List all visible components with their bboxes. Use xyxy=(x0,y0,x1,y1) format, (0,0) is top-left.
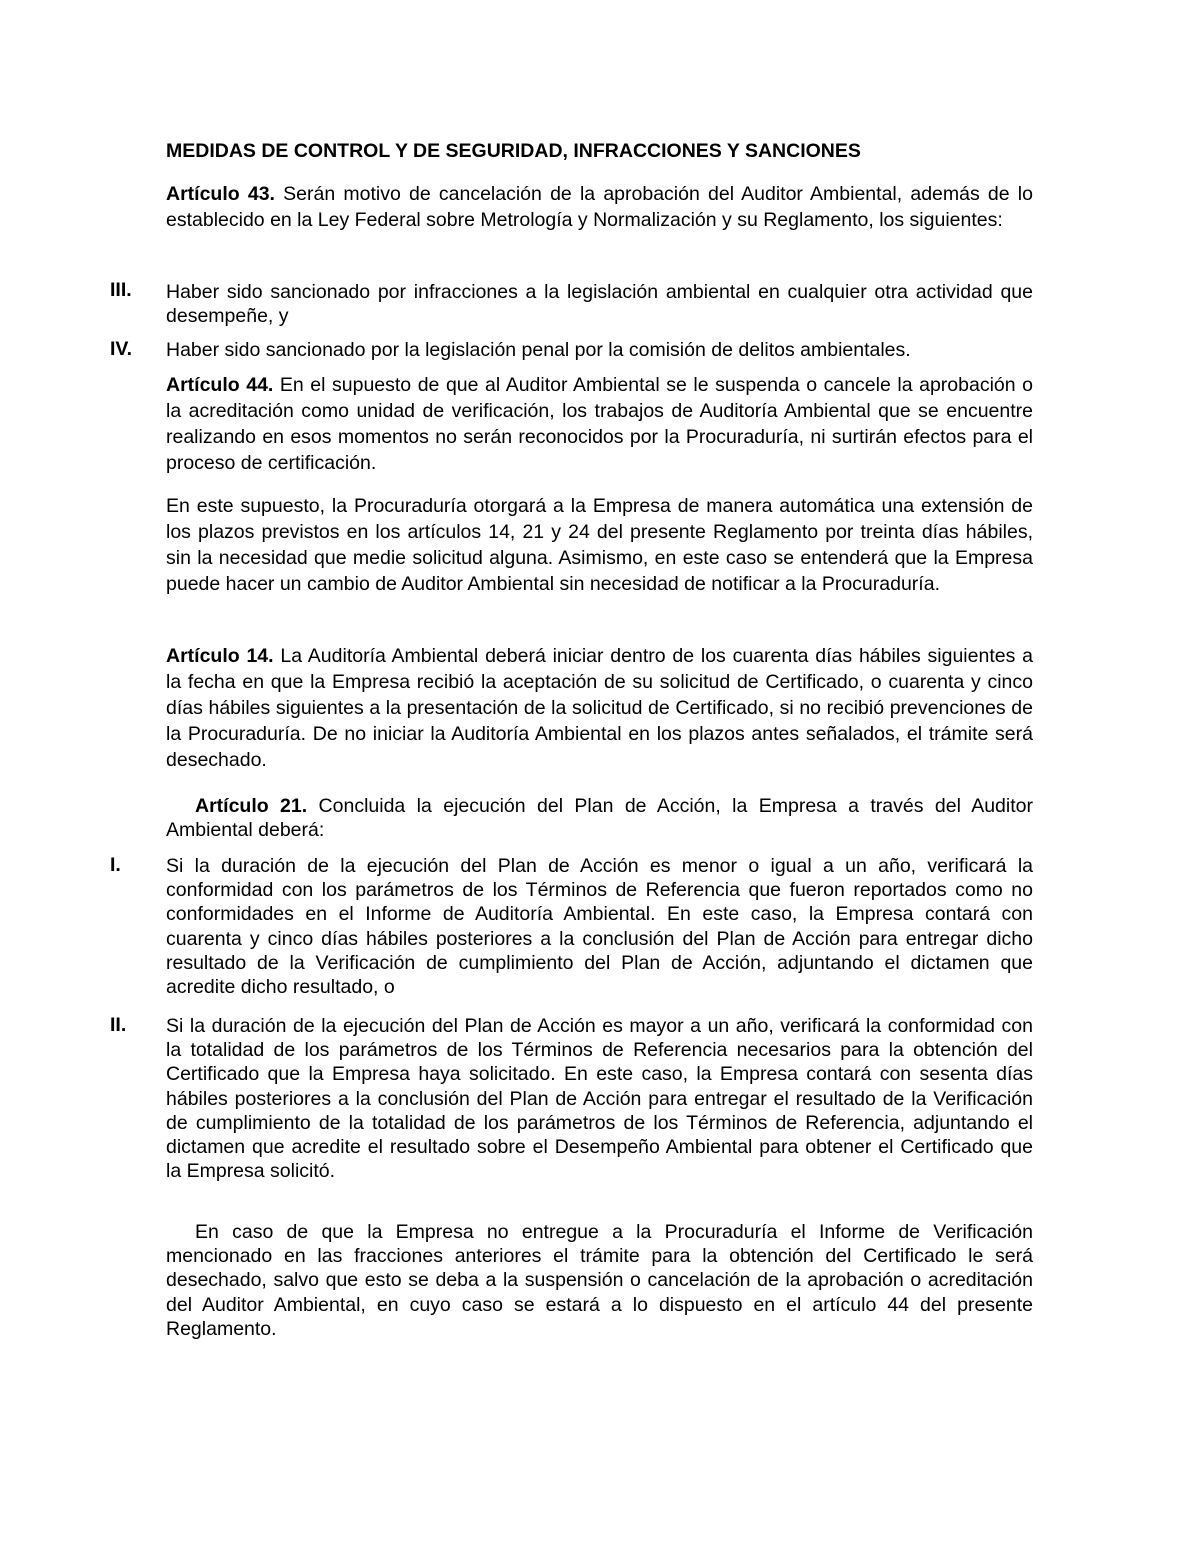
article-44-text: En el supuesto de que al Auditor Ambiental se le suspenda o cancele la aprobación o la acreditación como unidad de verificación, los trabajos de Auditoría Ambiental que se encuentre realizando en esos momentos no serán reconocidos por la Procuraduría, ni surtirán efectos para el proceso de certificación. xyxy=(166,374,1033,474)
item-ii-text: Si la duración de la ejecución del Plan de Acción es mayor a un año, verificará la conformidad con la totalidad de los parámetros de los Términos de Referencia necesarios para la obtención del Certificado que la Empresa haya solicitado. En este caso, la Empresa contará con sesenta días hábiles posteriores a la conclusión del Plan de Acción para entregar el resultado de la Verificación de cumplimiento de la totalidad de los parámetros de los Términos de Referencia, adjuntando el dictamen que acredite el resultado sobre el Desempeño Ambiental para obtener el Certificado que la Empresa solicitó. xyxy=(166,1015,1033,1183)
section-heading: MEDIDAS DE CONTROL Y DE SEGURIDAD, INFRACCIONES Y SANCIONES xyxy=(166,140,861,162)
item-iv-text: Haber sido sancionado por la legislación penal por la comisión de delitos ambientales. xyxy=(166,339,911,361)
article-43-text: Serán motivo de cancelación de la aprobación del Auditor Ambiental, además de lo establecido en la Ley Federal sobre Metrología y Normalización y su Reglamento, los siguientes: xyxy=(166,183,1033,231)
article-43-paragraph xyxy=(166,181,1033,233)
article-14-label: Artículo 14. xyxy=(166,645,274,667)
article-44-paragraph xyxy=(166,372,1033,476)
article-21-label: Artículo 21. xyxy=(195,795,308,817)
article-44-label: Artículo 44. xyxy=(166,374,274,396)
item-numeral-i: I. xyxy=(110,854,121,876)
closing-paragraph: En caso de que la Empresa no entregue a la Procuraduría el Informe de Verificación mencionado en las fracciones anteriores el trámite para la obtención del Certificado le será desechado, salvo que esto se deba a la suspensión o cancelación de la aprobación o acreditación del Auditor Ambiental, en cuyo caso se estará a lo dispuesto en el artículo 44 del presente Reglamento. xyxy=(166,1221,1033,1340)
article-14-text: La Auditoría Ambiental deberá iniciar dentro de los cuarenta días hábiles siguientes a la fecha en que la Empresa recibió la aceptación de su solicitud de Certificado, o cuarenta y cinco días hábiles siguientes a la presentación de la solicitud de Certificado, si no recibió prevenciones de la Procuraduría. De no iniciar la Auditoría Ambiental en los plazos antes señalados, el trámite será desechado. xyxy=(166,645,1033,771)
article-14-paragraph xyxy=(166,643,1033,773)
item-i-text: Si la duración de la ejecución del Plan de Acción es menor o igual a un año, verificará la conformidad con los parámetros de los Términos de Referencia que fueron reportados como no conformidades en el Informe de Auditoría Ambiental. En este caso, la Empresa contará con cuarenta y cinco días hábiles posteriores a la conclusión del Plan de Acción para entregar dicho resultado de la Verificación de cumplimiento del Plan de Acción, adjuntando el dictamen que acredite dicho resultado, o xyxy=(166,855,1033,999)
item-numeral-iv: IV. xyxy=(110,338,133,360)
article-43-label: Artículo 43. xyxy=(166,183,275,205)
article-21-text: Concluida la ejecución del Plan de Acción, la Empresa a través del Auditor Ambiental deberá: xyxy=(166,795,1033,842)
item-numeral-iii: III. xyxy=(110,279,132,301)
article-21-paragraph xyxy=(166,794,1033,842)
item-iii-text: Haber sido sancionado por infracciones a la legislación ambiental en cualquier otra actividad que desempeñe, y xyxy=(166,281,1033,328)
item-numeral-ii: II. xyxy=(110,1014,127,1036)
article-44-paragraph-2: En este supuesto, la Procuraduría otorgará a la Empresa de manera automática una extensión de los plazos previstos en los artículos 14, 21 y 24 del presente Reglamento por treinta días hábiles, sin la necesidad que medie solicitud alguna. Asimismo, en este caso se entenderá que la Empresa puede hacer un cambio de Auditor Ambiental sin necesidad de notificar a la Procuraduría. xyxy=(166,495,1033,595)
